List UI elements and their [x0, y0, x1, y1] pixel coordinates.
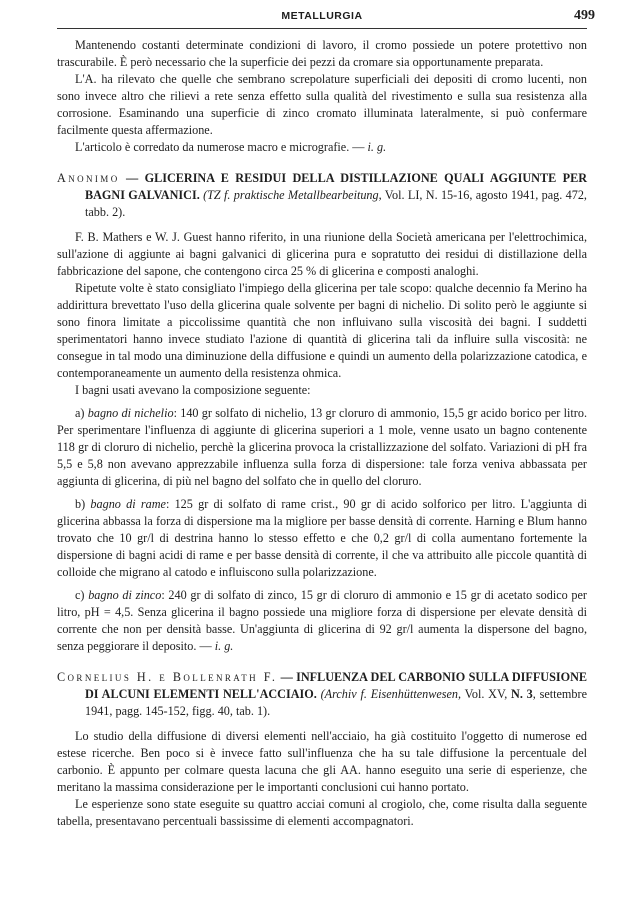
article-1-title: GLICERINA E RESIDUI DELLA DISTILLAZIONE QUALI AGGIUNTE PER BAGNI GALVANICI. [85, 171, 587, 202]
article-2-citation-rest: , settembre 1941, pagg. 145-152, figg. 40, tab. 1). [85, 687, 587, 718]
intro-paragraph-2: L'A. ha rilevato che quelle che sembrano screpolature superficiali dei depositi di cromo lucenti, non sono invece altro che rilievi a rete senza effetto sulla qualità del rivestimento e sulla sua resistenza alla corrosione. Esaminando una superficie di zinco cromato illuminata lateralmente, si può confermare facilmente questa affermazione. [57, 72, 587, 137]
article-1-author: Anonimo [57, 171, 120, 185]
bath-item-c-label: c) [75, 588, 89, 602]
article-1-citation: Vol. LI, N. 15-16, agosto 1941, pag. 472, tabb. 2). [85, 188, 587, 219]
article-2-paragraph-2: Le esperienze sono state eseguite su quattro acciai comuni al crogiolo, che, come risulta dalla seguente tabella, presentavano percentuali bassissime di elementi accompagnatori. [57, 797, 587, 828]
bath-item-b-label: b) [75, 497, 91, 511]
article-1-paragraph-3: I bagni usati avevano la composizione seguente: [75, 383, 311, 397]
bath-item-b [57, 496, 587, 581]
bath-item-c-name: bagno di zinco [88, 588, 162, 602]
article-2-citation-number: N. 3 [511, 687, 533, 701]
article-2-journal: (Archiv f. Eisenhüttenwesen, [320, 687, 462, 701]
running-title: METALLURGIA [281, 10, 363, 22]
article-2-heading [57, 669, 587, 720]
bath-item-c [57, 587, 587, 655]
article-2-dash: — [277, 670, 297, 684]
page-number: 499 [574, 8, 595, 23]
page-content [57, 37, 587, 830]
intro-signature: i. g. [367, 140, 387, 154]
article-1-heading [57, 170, 587, 221]
article-1-paragraph-1: F. B. Mathers e W. J. Guest hanno riferito, in una riunione della Società americana per l'elettrochimica, sull'azione di aggiunte ai bagni galvanici di glicerina pura e sopratutto dei residui di distillazione della fabbricazione del sapone, che contengono circa 25 % di glicerina e composti analoghi. [57, 230, 587, 278]
article-2-citation-vol: Vol. XV, [461, 687, 512, 701]
bath-item-a-name: bagno di nichelio [87, 406, 174, 420]
article-2-author: Cornelius H. e Bollenrath F. [57, 670, 278, 684]
article-1-dash: — [119, 171, 145, 185]
bath-item-c-text: : 240 gr di solfato di zinco, 15 gr di cloruro di ammonio e 15 gr di acetato sodico per litro, pH = 4,5. Senza glicerina il bagno possiede una migliore forza di dispersione per elevate densità di corrente che non per densità basse. Un'aggiunta di glicerina di 92 gr/l aumenta la dispersone del bagno, senza peggiorare il deposito. — [57, 588, 587, 653]
article-2-title: INFLUENZA DEL CARBONIO SULLA DIFFUSIONE DI ALCUNI ELEMENTI NELL'ACCIAIO. [85, 670, 587, 701]
bath-item-a-text: : 140 gr solfato di nichelio, 13 gr cloruro di ammonio, 15,5 gr acido borico per litro. Per sperimentare l'influenza di aggiunte di glicerina superiori a 1 mole, venne usato un bagno contenente 118 gr di cloruro di nichelio, perchè la glicerina provoca la cristallizzazione del solfato. Variazioni di pH fra 5,5 e 5,8 non avevano apprezzabile influenza sulla forza di dispersione: tale forza veniva abbassata per aggiunta di glicerina, di più nel bagno del solfato che in quello del cloruro. [57, 406, 587, 488]
intro-paragraph-3-text: L'articolo è corredato da numerose macro e micrografie. — [75, 140, 368, 154]
bath-item-b-name: bagno di rame [90, 497, 166, 511]
header-rule [57, 28, 587, 29]
page-header [57, 8, 595, 28]
article-1-journal: (TZ f. praktische Metallbearbeitung, [203, 188, 382, 202]
bath-item-a [57, 405, 587, 490]
article-2-paragraph-1: Lo studio della diffusione di diversi elementi nell'acciaio, ha già costituito l'oggetto di numerose ed estese ricerche. Ben poco si è invece fatto sull'influenza che ha su tale diffusione la percentuale del carbonio. È appunto per colmare questa lacuna che gli AA. hanno eseguito una serie di esperienze, che meritano la massima considerazione per le importanti conclusioni cui hanno portato. [57, 729, 587, 794]
article-1-paragraph-2: Ripetute volte è stato consigliato l'impiego della glicerina per tale scopo: qualche decennio fa Merino ha addirittura brevettato l'uso della glicerina quale solvente per bagni di nichelio. Di solito però le aggiunte si sono finora limitate a piccolissime quantità che non influivano sulla viscosità dei bagni. I suddetti sperimentatori hanno invece studiato l'azione di quantità di glicerina tali da influire sulla viscosità: ne consegue in tal modo una diminuzione della diffusione e quindi un aumento della polarizzazione catodica, e contemporaneamente un aumento della resistenza ohmica. [57, 281, 587, 380]
bath-item-b-text: : 125 gr di solfato di rame crist., 90 gr di acido solforico per litro. L'aggiunta di glicerina abbassa la forza di dispersione ma la migliore per basse densità di corrente. Harning e Blum hanno trovato che 10 gr/l di destrina hanno lo stesso effetto e che 0,2 gr/l di colla aumentano fortemente la dispersione di bagni acidi di rame e per basse densità di corrente, il che va attribuito alle piccole quantità di colloide che migrano al catodo e influiscono sulla polarizzazione. [57, 497, 587, 579]
bath-item-c-signature: i. g. [214, 639, 234, 653]
intro-paragraph-1: Mantenendo costanti determinate condizioni di lavoro, il cromo possiede un potere protettivo non trascurabile. È però necessario che la superficie dei pezzi da cromare sia opportunamente preparata. [57, 38, 587, 69]
bath-item-a-label: a) [75, 406, 88, 420]
intro-paragraph-3 [57, 139, 587, 156]
